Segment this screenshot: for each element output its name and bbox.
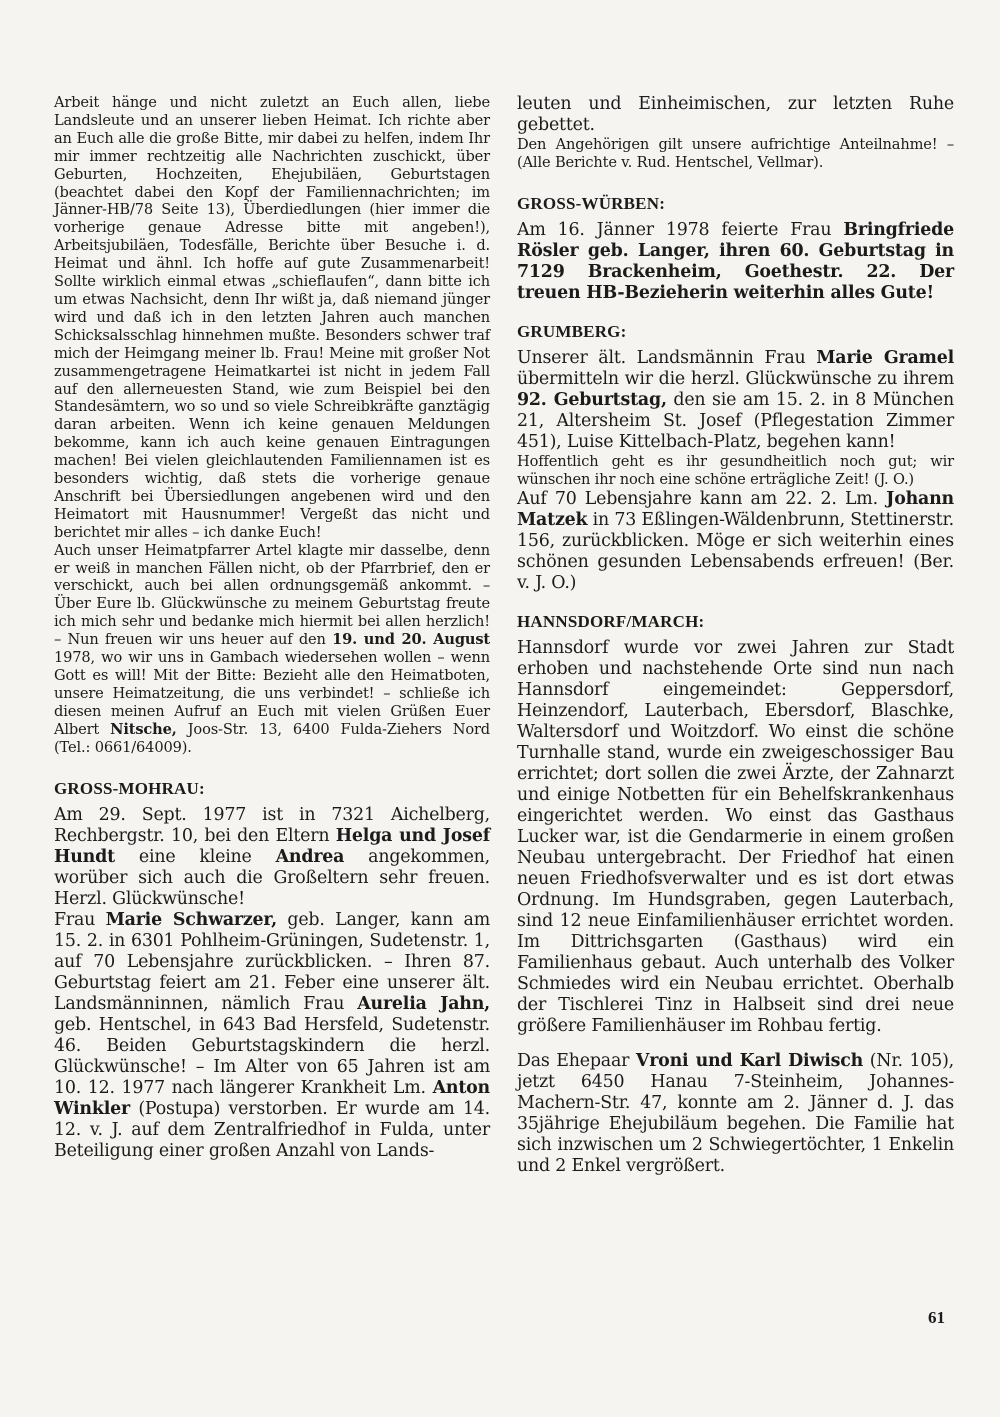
gross-wuerben-text xyxy=(517,220,954,304)
birthday-notice: Bringfriede Rösler geb. Langer, ihren 60. Geburtstag in 7129 Brackenheim, Goethestr. 22. Der treuen HB-Bezieherin weiterhin alles Gute! xyxy=(517,219,954,303)
author-address: Joos-Str. 13, 6400 Fulda-Ziehers Nord (Tel.: 0661/64009). xyxy=(54,720,490,756)
page-number: 61 xyxy=(928,1308,945,1327)
text: eine kleine xyxy=(114,846,276,867)
text: den sie am 15. 2. in 8 München 21, Altersheim St. Josef (Pflegestation Zimmer 451), Luise Kittelbach-Platz, begehen kann! xyxy=(517,389,954,452)
text: Unserer ält. Landsmännin Frau xyxy=(517,347,817,368)
intro-text-2: Auch unser Heimatpfarrer Artel klagte mir dasselbe, denn er weiß in manchen Fällen nicht, ob der Pfarrbrief, den er verschickt, auch bei allen ordnungsgemäß ankommt. – Über Eure lb. Glückwünsche zu meinem Geburtstag freute ich mich sehr und bedanke mich hiermit bei allen herzlich! – Nun freuen wir uns heuer auf den xyxy=(54,541,490,649)
text: übermitteln wir die herzl. Glückwünsche zu ihrem xyxy=(517,368,954,389)
continuation-text: leuten und Einheimischen, zur letzten Ruhe gebettet. xyxy=(517,94,954,135)
text: Am 29. Sept. 1977 ist in 7321 Aichelberg, Rechbergstr. 10, bei den Eltern xyxy=(54,804,490,846)
text: in 73 Eßlingen-Wäldenbrunn, Stettinerstr. 156, zurückblicken. Möge er sich weiterhin eines schönen gesunden Lebensabends erfreuen! (Ber. v. J. O.) xyxy=(517,509,955,593)
text: Auf 70 Lebensjahre kann am 22. 2. Lm. xyxy=(517,488,887,509)
text: geb. Langer, kann am 15. 2. in 6301 Pohlheim-Grüningen, Sudetenstr. 1, auf 70 Lebensjahre zurückblicken. – Ihren 87. Geburtstag feiert am 21. Feber eine unserer ält. Landsmänninnen, nämlich Frau xyxy=(54,909,490,1014)
sympathy-note: Den Angehörigen gilt unsere aufrichtige Anteilnahme! – (Alle Berichte v. Rud. Hentschel, Vellmar). xyxy=(517,136,954,171)
text: (Nr. 105), jetzt 6450 Hanau 7-Steinheim, Johannes-Machern-Str. 47, konnte am 2. Jänner d. J. das 35jährige Ehejubiläum begehen. Die Familie hat sich inzwischen um 2 Schwiegertöchter, 1 Enkelin und 2 Enkel vergrößert. xyxy=(517,1050,955,1176)
text: Frau xyxy=(54,909,106,930)
person-name: Johann Matzek xyxy=(517,488,954,530)
gross-mohrau-birthdays xyxy=(54,910,490,1162)
text: Das Ehepaar xyxy=(517,1050,636,1071)
text: geb. Hentschel, in 643 Bad Hersfeld, Sudetenstr. 46. Beiden Geburtstagskindern die herzl. Glückwünsche! – Im Alter von 65 Jahren ist am 10. 12. 1977 nach längerer Krankheit Lm. xyxy=(54,1014,490,1098)
meeting-date: 19. und 20. August xyxy=(332,631,491,649)
section-heading-gross-wuerben: GROSS-WÜRBEN: xyxy=(517,193,666,213)
gross-mohrau-birth xyxy=(54,805,490,910)
parents-name: Helga und Josef Hundt xyxy=(54,825,490,867)
grumberg-text-2 xyxy=(517,489,954,594)
intro-text: Arbeit hänge und nicht zuletzt an Euch allen, liebe Landsleute und an unserer lieben Heimat. Ich richte aber an Euch alle die große Bitte, mir dabei zu helfen, indem Ihr mir immer rechtzeitig alle Nachrichten zuschickt, über Geburten, Hochzeiten, Ehejubiläen, Geburtstagen (beachtet dabei den Kopf der Familiennachrichten; im Jänner-HB/78 Seite 13), Überdiedlungen (hier immer die vorherige genaue Adresse bitte mit angeben!), Arbeitsjubiläen, Todesfälle, Berichte über Besuche i. d. Heimat und ähnl. Ich hoffe auf gute Zusammenarbeit! Sollte wirklich einmal etwas „schieflaufen“, dann bitte ich um etwas Nachsicht, denn Ihr wißt ja, daß niemand jünger wird und daß ich in den letzten Jahren auch manchen Schicksalsschlag hinnehmen mußte. Besonders schwer traf mich der Heimgang meiner lb. Frau! Meine mit großer Not zusammengetragene Heimatkartei ist nicht in jedem Fall auf den allerneuesten Stand, wie zum Beispiel bei den Standesämtern, wo so und so viele Schreibkräfte ganztägig daran arbeiten. Wenn ich keine genauen Meldungen bekomme, kann ich auch keine genauen Eintragungen machen! Bei vielen gleichlautenden Familiennamen ist es besonders wichtig, daß stets die vorherige genaue Anschrift bei Übersiedlungen angebenen wird und den Heimatort mit Hausnummer! Vergeßt das nicht und berichtet mir alles – ich danke Euch! xyxy=(54,94,490,541)
intro-paragraph xyxy=(54,94,490,542)
birthday-number: 92. Geburtstag, xyxy=(517,389,667,410)
person-name: Anton Winkler xyxy=(54,1077,490,1119)
intro-paragraph-2 xyxy=(54,542,490,757)
person-name: Marie Gramel xyxy=(816,347,954,368)
text: Am 16. Jänner 1978 feierte Frau xyxy=(517,219,844,240)
grumberg-text xyxy=(517,348,954,453)
author-name: Nitsche, xyxy=(110,720,177,738)
section-heading-hannsdorf: HANNSDORF/MARCH: xyxy=(517,611,705,631)
right-column xyxy=(517,94,954,1177)
child-name: Andrea xyxy=(275,846,345,867)
couple-name: Vroni und Karl Diwisch xyxy=(635,1050,864,1071)
hannsdorf-text: Hannsdorf wurde vor zwei Jahren zur Stadt erhoben und nachstehende Orte sind nun nach Hannsdorf eingemeindet: Geppersdorf, Heinzendorf, Lauterbach, Ebersdorf, Blaschke, Waltersdorf und Woitzdorf. Wo einst die schöne Turnhalle stand, wurde ein zweigeschossiger Bau errichtet; dort sollen die zwei Ärzte, der Zahnarzt und einige Notbetten für ein Behelfskrankenhaus eingerichtet werden. Wo einst das Gasthaus Lucker war, ist die Gendarmerie in einem großen Neubau untergebracht. Der Friedhof hat einen neuen Friedhofsverwalter und es ist dort etwas Ordnung. Im Hundsgraben, gegen Lauterbach, sind 12 neue Einfamilienhäuser errichtet worden. Im Dittrichsgarten (Gasthaus) wird ein Familienhaus gebaut. Auch unterhalb des Volker Schmiedes wird ein Neubau errichtet. Oberhalb der Tischlerei Tinz in Halbseit sind drei neue größere Familienhäuser im Rohbau fertig. xyxy=(517,637,954,1036)
person-name: Aurelia Jahn, xyxy=(357,993,491,1014)
hannsdorf-anniversary xyxy=(517,1051,954,1177)
section-heading-grumberg: GRUMBERG: xyxy=(517,321,627,341)
intro-text-3: 1978, wo wir uns in Gambach wiedersehen wollen – wenn Gott es will! Mit der Bitte: Bezieht alle den Heimatboten, unsere Heimatzeitung, die uns verbindet! – schließe ich diesen meinen Aufruf an Euch mit vielen Grüßen Euer Albert xyxy=(54,649,490,738)
section-heading-gross-mohrau: GROSS-MOHRAU: xyxy=(54,778,205,798)
grumberg-wish: Hoffentlich geht es ihr gesundheitlich noch gut; wir wünschen ihr noch eine schöne erträgliche Zeit! (J. O.) xyxy=(517,452,954,488)
person-name: Marie Schwarzer, xyxy=(105,909,277,930)
left-column xyxy=(54,94,490,1162)
text: (Postupa) verstorben. Er wurde am 14. 12. v. J. auf dem Zentralfriedhof in Fulda, unter Beteiligung einer großen Anzahl von Lands- xyxy=(54,1098,490,1161)
text: angekommen, worüber sich auch die Großeltern sehr freuen. Herzl. Glückwünsche! xyxy=(54,846,490,909)
